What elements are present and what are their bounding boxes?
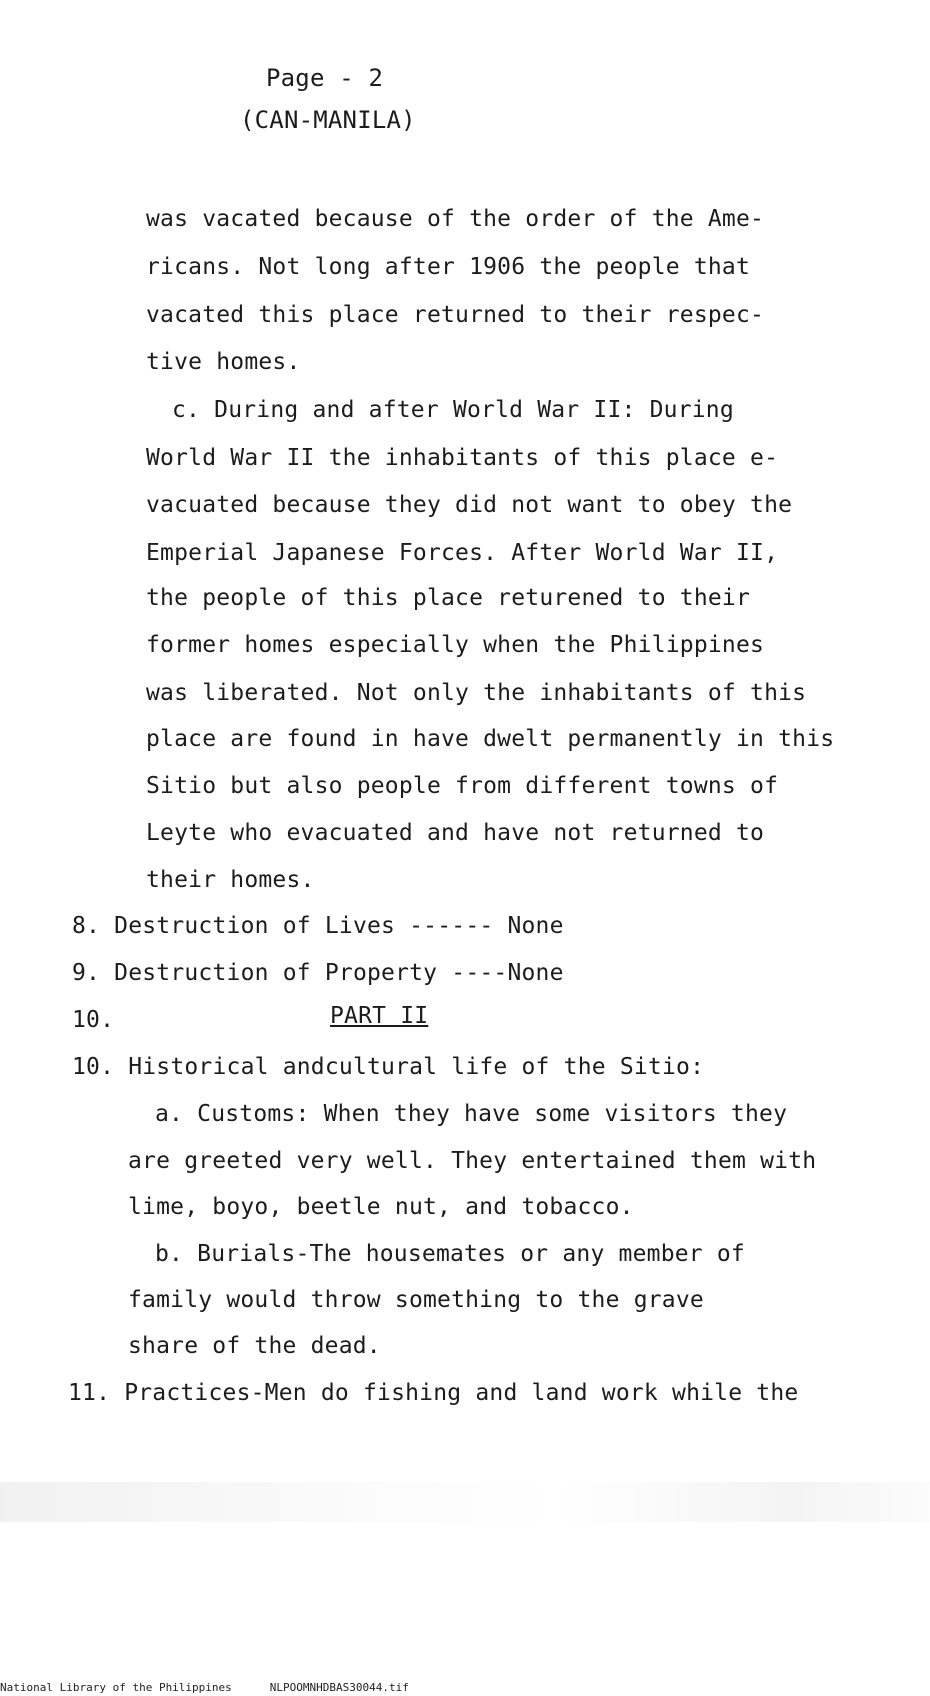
scan-smudge (0, 1482, 930, 1522)
section-heading-part-ii: PART II (330, 1003, 429, 1029)
text-line: lime, boyo, beetle nut, and tobacco. (128, 1194, 634, 1220)
text-line: their homes. (146, 867, 315, 893)
scan-footer (0, 1681, 447, 1695)
text-line: are greeted very well. They entertained them with (128, 1148, 817, 1174)
text-line: vacuated because they did not want to obey the (146, 492, 793, 518)
text-line: the people of this place returened to their (146, 585, 751, 611)
item-practices: 11. Practices-Men do fishing and land work while the (68, 1380, 799, 1406)
library-name: National Library of the Philippines (0, 1681, 232, 1694)
text-line: family would throw something to the grave (128, 1287, 704, 1313)
document-code: (CAN-MANILA) (240, 106, 416, 134)
text-line: was vacated because of the order of the Ame- (146, 206, 765, 232)
text-line: place are found in have dwelt permanently in this (146, 726, 835, 752)
text-line: Leyte who evacuated and have not returned to (146, 820, 765, 846)
item-destruction-of-property: 9. Destruction of Property ----None (72, 960, 564, 986)
item-historical-cultural-life: 10. Historical andcultural life of the Sitio: (72, 1054, 705, 1080)
text-line: Emperial Japanese Forces. After World War II, (146, 540, 779, 566)
text-line: tive homes. (146, 349, 301, 375)
text-line: share of the dead. (128, 1333, 381, 1359)
text-line: ricans. Not long after 1906 the people that (146, 254, 751, 280)
text-line: vacated this place returned to their respec- (146, 302, 765, 328)
text-line: b. Burials-The housemates or any member of (155, 1241, 745, 1267)
text-line: Sitio but also people from different towns of (146, 773, 779, 799)
text-line: former homes especially when the Philippines (146, 632, 765, 658)
page-number: Page - 2 (266, 64, 384, 92)
file-name: NLPOOMNHDBAS30044.tif (269, 1681, 409, 1694)
item-number: 10. (72, 1007, 115, 1033)
item-destruction-of-lives: 8. Destruction of Lives ------ None (72, 913, 564, 939)
text-line: c. During and after World War II: During (172, 397, 734, 423)
text-line: World War II the inhabitants of this place e- (146, 445, 779, 471)
text-line: a. Customs: When they have some visitors they (155, 1101, 788, 1127)
text-line: was liberated. Not only the inhabitants of this (146, 680, 807, 706)
